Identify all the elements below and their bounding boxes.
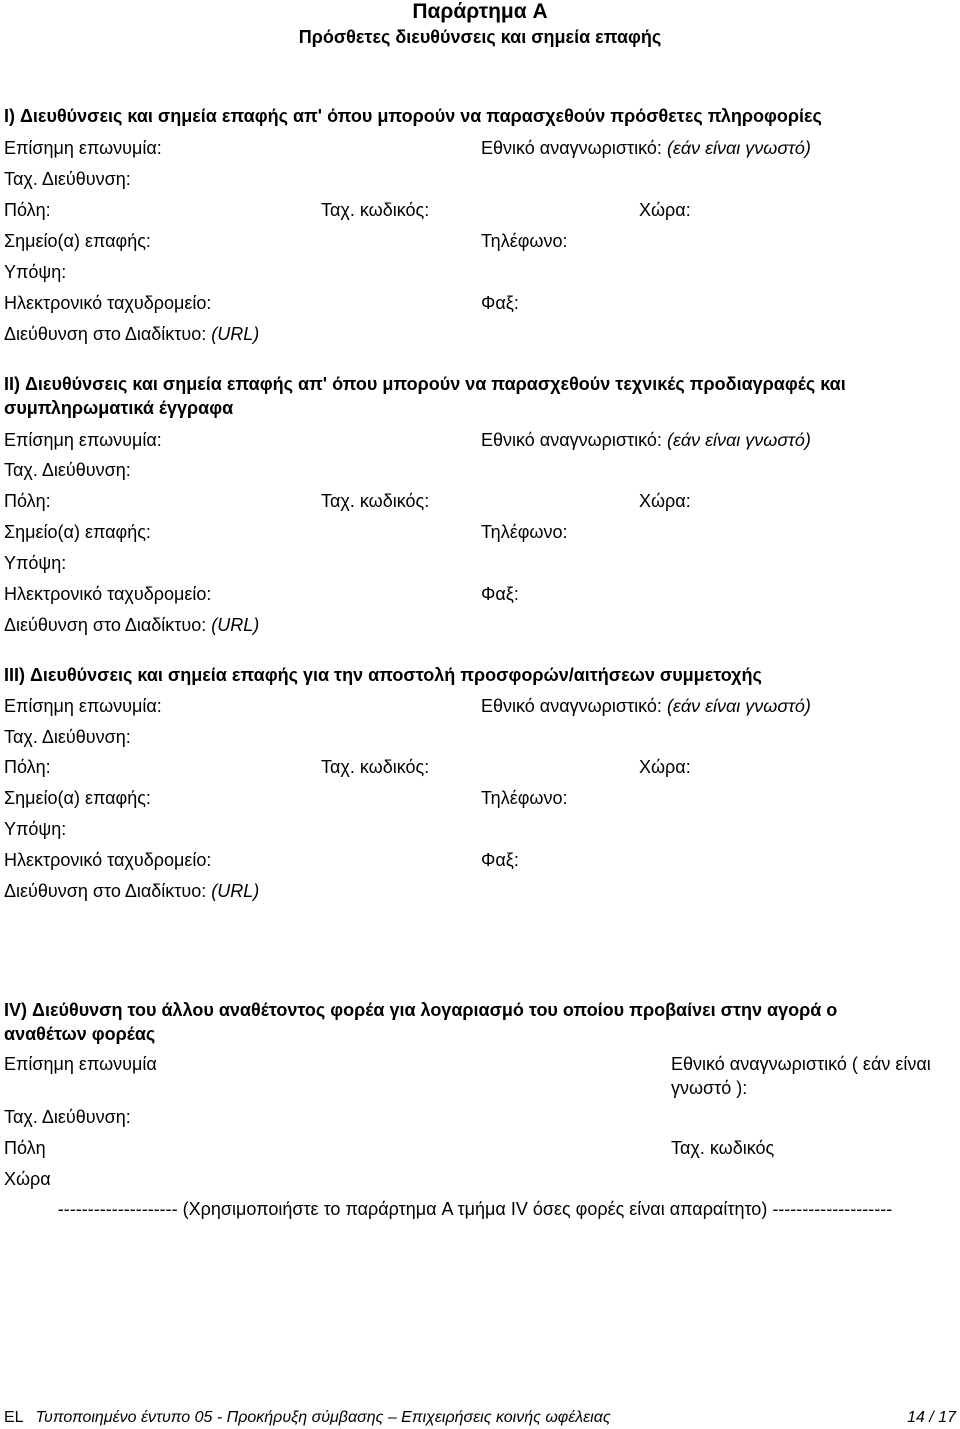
page-subtitle: Πρόσθετες διευθύνσεις και σημεία επαφής <box>298 27 662 47</box>
page-title: Παράρτημα A <box>412 0 548 23</box>
national-id-label <box>481 695 811 717</box>
fax-label: Φαξ: <box>481 850 519 870</box>
footer-lang: EL <box>4 1409 23 1426</box>
telephone-label: Τηλέφωνο: <box>481 231 568 251</box>
country-label: Χώρα: <box>639 757 691 777</box>
internet-address-text: Διεύθυνση στο Διαδίκτυο: <box>4 324 207 344</box>
internet-address-text: Διεύθυνση στο Διαδίκτυο: <box>4 881 207 901</box>
national-id-note: (εάν είναι γνωστό) <box>666 430 811 450</box>
national-id-text: Εθνικό αναγνωριστικό: <box>481 430 662 450</box>
postal-code-label: Ταχ. κωδικός <box>671 1138 775 1158</box>
footer-form-title: Τυποποιημένο έντυπο 05 - Προκήρυξη σύμβασης – Επιχειρήσεις κοινής ωφέλειας <box>35 1409 611 1426</box>
url-note: (URL) <box>211 324 260 344</box>
country-label: Χώρα: <box>639 200 691 220</box>
official-name-label: Επίσημη επωνυμία: <box>4 696 162 716</box>
internet-address-label <box>4 614 259 636</box>
internet-address-label <box>4 880 259 902</box>
section-heading: IV) Διεύθυνση του άλλου αναθέτοντος φορέα για λογαριασμό του οποίου προβαίνει στην αγορά ο αναθέτων φορέας <box>4 1000 838 1044</box>
town-label: Πόλη: <box>4 491 51 511</box>
section-heading: II) Διευθύνσεις και σημεία επαφής απ' όπου μπορούν να παρασχεθούν τεχνικές προδιαγραφές και συμπληρωματικά έγγραφα <box>4 374 846 418</box>
section-heading: III) Διευθύνσεις και σημεία επαφής για την αποστολή προσφορών/αιτήσεων συμμετοχής <box>4 665 762 685</box>
national-id-label <box>481 429 811 451</box>
fax-label: Φαξ: <box>481 584 519 604</box>
attention-label: Υπόψη: <box>4 819 67 839</box>
postal-code-label: Ταχ. κωδικός: <box>321 200 430 220</box>
email-label: Ηλεκτρονικό ταχυδρομείο: <box>4 850 212 870</box>
national-id-label <box>481 137 811 159</box>
email-label: Ηλεκτρονικό ταχυδρομείο: <box>4 584 212 604</box>
national-id-text: Εθνικό αναγνωριστικό: <box>481 696 662 716</box>
official-name-label: Επίσημη επωνυμία: <box>4 138 162 158</box>
email-label: Ηλεκτρονικό ταχυδρομείο: <box>4 293 212 313</box>
postal-address-label: Ταχ. Διεύθυνση: <box>4 727 131 747</box>
national-id-note: (εάν είναι γνωστό) <box>666 696 811 716</box>
country-label: Χώρα <box>4 1169 51 1189</box>
town-label: Πόλη <box>4 1138 46 1158</box>
national-id-text: Εθνικό αναγνωριστικό: <box>481 138 662 158</box>
postal-code-label: Ταχ. κωδικός: <box>321 491 430 511</box>
footer-page-number: 14 / 17 <box>907 1409 956 1426</box>
town-label: Πόλη: <box>4 200 51 220</box>
url-note: (URL) <box>211 615 260 635</box>
contact-points-label: Σημείο(α) επαφής: <box>4 788 151 808</box>
section-heading: I) Διευθύνσεις και σημεία επαφής απ' όπου μπορούν να παρασχεθούν πρόσθετες πληροφορίες <box>4 106 822 126</box>
attention-label: Υπόψη: <box>4 553 67 573</box>
official-name-label: Επίσημη επωνυμία <box>4 1054 157 1074</box>
town-label: Πόλη: <box>4 757 51 777</box>
url-note: (URL) <box>211 881 260 901</box>
contact-points-label: Σημείο(α) επαφής: <box>4 231 151 251</box>
telephone-label: Τηλέφωνο: <box>481 522 568 542</box>
official-name-label: Επίσημη επωνυμία: <box>4 430 162 450</box>
telephone-label: Τηλέφωνο: <box>481 788 568 808</box>
internet-address-text: Διεύθυνση στο Διαδίκτυο: <box>4 615 207 635</box>
contact-points-label: Σημείο(α) επαφής: <box>4 522 151 542</box>
postal-code-label: Ταχ. κωδικός: <box>321 757 430 777</box>
national-id-label: Εθνικό αναγνωριστικό ( εάν είναι γνωστό ): <box>671 1054 931 1098</box>
postal-address-label: Ταχ. Διεύθυνση: <box>4 169 131 189</box>
footer <box>4 1407 611 1429</box>
fax-label: Φαξ: <box>481 293 519 313</box>
postal-address-label: Ταχ. Διεύθυνση: <box>4 460 131 480</box>
country-label: Χώρα: <box>639 491 691 511</box>
internet-address-label <box>4 323 259 345</box>
national-id-note: (εάν είναι γνωστό) <box>666 138 811 158</box>
postal-address-label: Ταχ. Διεύθυνση: <box>4 1107 131 1127</box>
attention-label: Υπόψη: <box>4 262 67 282</box>
repeat-note: -------------------- (Χρησιμοποιήστε το παράρτημα A τμήμα IV όσες φορές είναι απαραίτητο) -------------------- <box>57 1199 893 1219</box>
